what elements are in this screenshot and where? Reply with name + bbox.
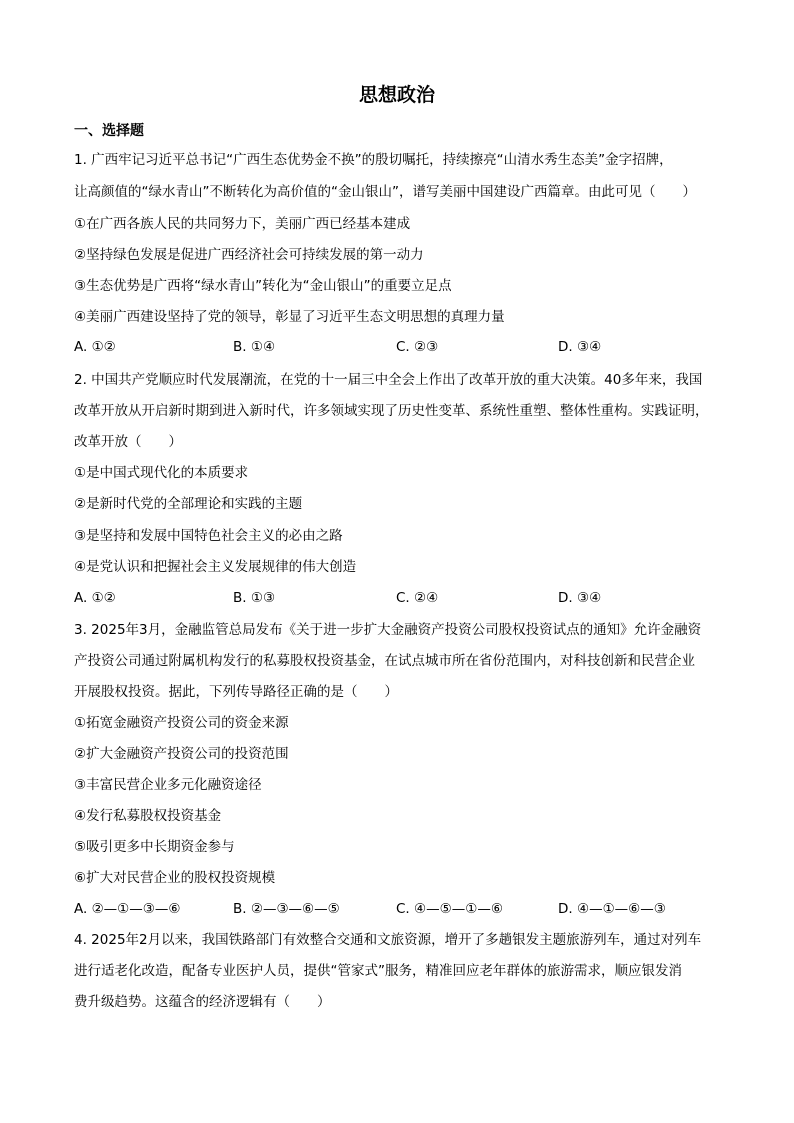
answer-option: C. ②③ (396, 339, 439, 355)
question-line: 费升级趋势。这蕴含的经济逻辑有（ ） (74, 994, 331, 1010)
question-line: ③丰富民营企业多元化融资途径 (74, 777, 262, 793)
page-title: 思想政治 (358, 84, 435, 106)
question-stem: 3. 2025年3月，金融监管总局发布《关于进一步扩大金融资产投资公司股权投资试点的通知》允许金融资 (74, 622, 702, 638)
question-line: 进行适老化改造，配备专业医护人员，提供“管家式”服务，精准回应老年群体的旅游需求，顺应银发消 (74, 963, 682, 979)
answer-option: B. ②—③—⑥—⑤ (233, 901, 340, 917)
question-line: ①是中国式现代化的本质要求 (74, 465, 249, 481)
answer-option: A. ①② (74, 339, 116, 355)
question-line: 产投资公司通过附属机构发行的私募股权投资基金，在试点城市所在省份范围内，对科技创新和民营企业 (74, 653, 695, 669)
question-line: 改革开放（ ） (74, 434, 182, 450)
question-line: ④是党认识和把握社会主义发展规律的伟大创造 (74, 559, 357, 575)
question-line: ①在广西各族人民的共同努力下，美丽广西已经基本建成 (74, 216, 411, 232)
answer-option: B. ①④ (233, 339, 276, 355)
question-stem: 1. 广西牢记习近平总书记“广西生态优势金不换”的殷切嘱托，持续擦亮“山清水秀生态美”金字招牌， (74, 152, 673, 168)
question-line: ④美丽广西建设坚持了党的领导，彰显了习近平生态文明思想的真理力量 (74, 309, 505, 325)
question-stem: 2. 中国共产党顺应时代发展潮流，在党的十一届三中全会上作出了改革开放的重大决策。40多年来，我国 (74, 372, 703, 388)
question-line: 让高颜值的“绿水青山”不断转化为高价值的“金山银山”，谱写美丽中国建设广西篇章。由此可见（ ） (74, 184, 696, 200)
question-line: ⑥扩大对民营企业的股权投资规模 (74, 870, 276, 886)
question-line: ①拓宽金融资产投资公司的资金来源 (74, 715, 289, 731)
answer-option: C. ④—⑤—①—⑥ (396, 901, 503, 917)
answer-option: A. ②—①—③—⑥ (74, 901, 181, 917)
question-line: ③生态优势是广西将“绿水青山”转化为“金山银山”的重要立足点 (74, 278, 452, 294)
answer-option: D. ③④ (558, 590, 602, 606)
answer-option: A. ①② (74, 590, 116, 606)
question-line: ②是新时代党的全部理论和实践的主题 (74, 496, 303, 512)
question-line: 开展股权投资。据此，下列传导路径正确的是（ ） (74, 684, 398, 700)
question-line: ②扩大金融资产投资公司的投资范围 (74, 746, 289, 762)
answer-option: D. ③④ (558, 339, 602, 355)
answer-option: B. ①③ (233, 590, 276, 606)
question-stem: 4. 2025年2月以来，我国铁路部门有效整合交通和文旅资源，增开了多趟银发主题旅游列车，通过对列车 (74, 932, 702, 948)
section-heading: 一、选择题 (74, 123, 144, 139)
answer-option: C. ②④ (396, 590, 439, 606)
question-line: ⑤吸引更多中长期资金参与 (74, 839, 235, 855)
question-line: 改革开放从开启新时期到进入新时代，许多领域实现了历史性变革、系统性重塑、整体性重构。实践证明， (74, 403, 709, 419)
question-line: ②坚持绿色发展是促进广西经济社会可持续发展的第一动力 (74, 247, 424, 263)
question-line: ③是坚持和发展中国特色社会主义的必由之路 (74, 528, 343, 544)
question-line: ④发行私募股权投资基金 (74, 808, 222, 824)
answer-option: D. ④—①—⑥—③ (558, 901, 666, 917)
